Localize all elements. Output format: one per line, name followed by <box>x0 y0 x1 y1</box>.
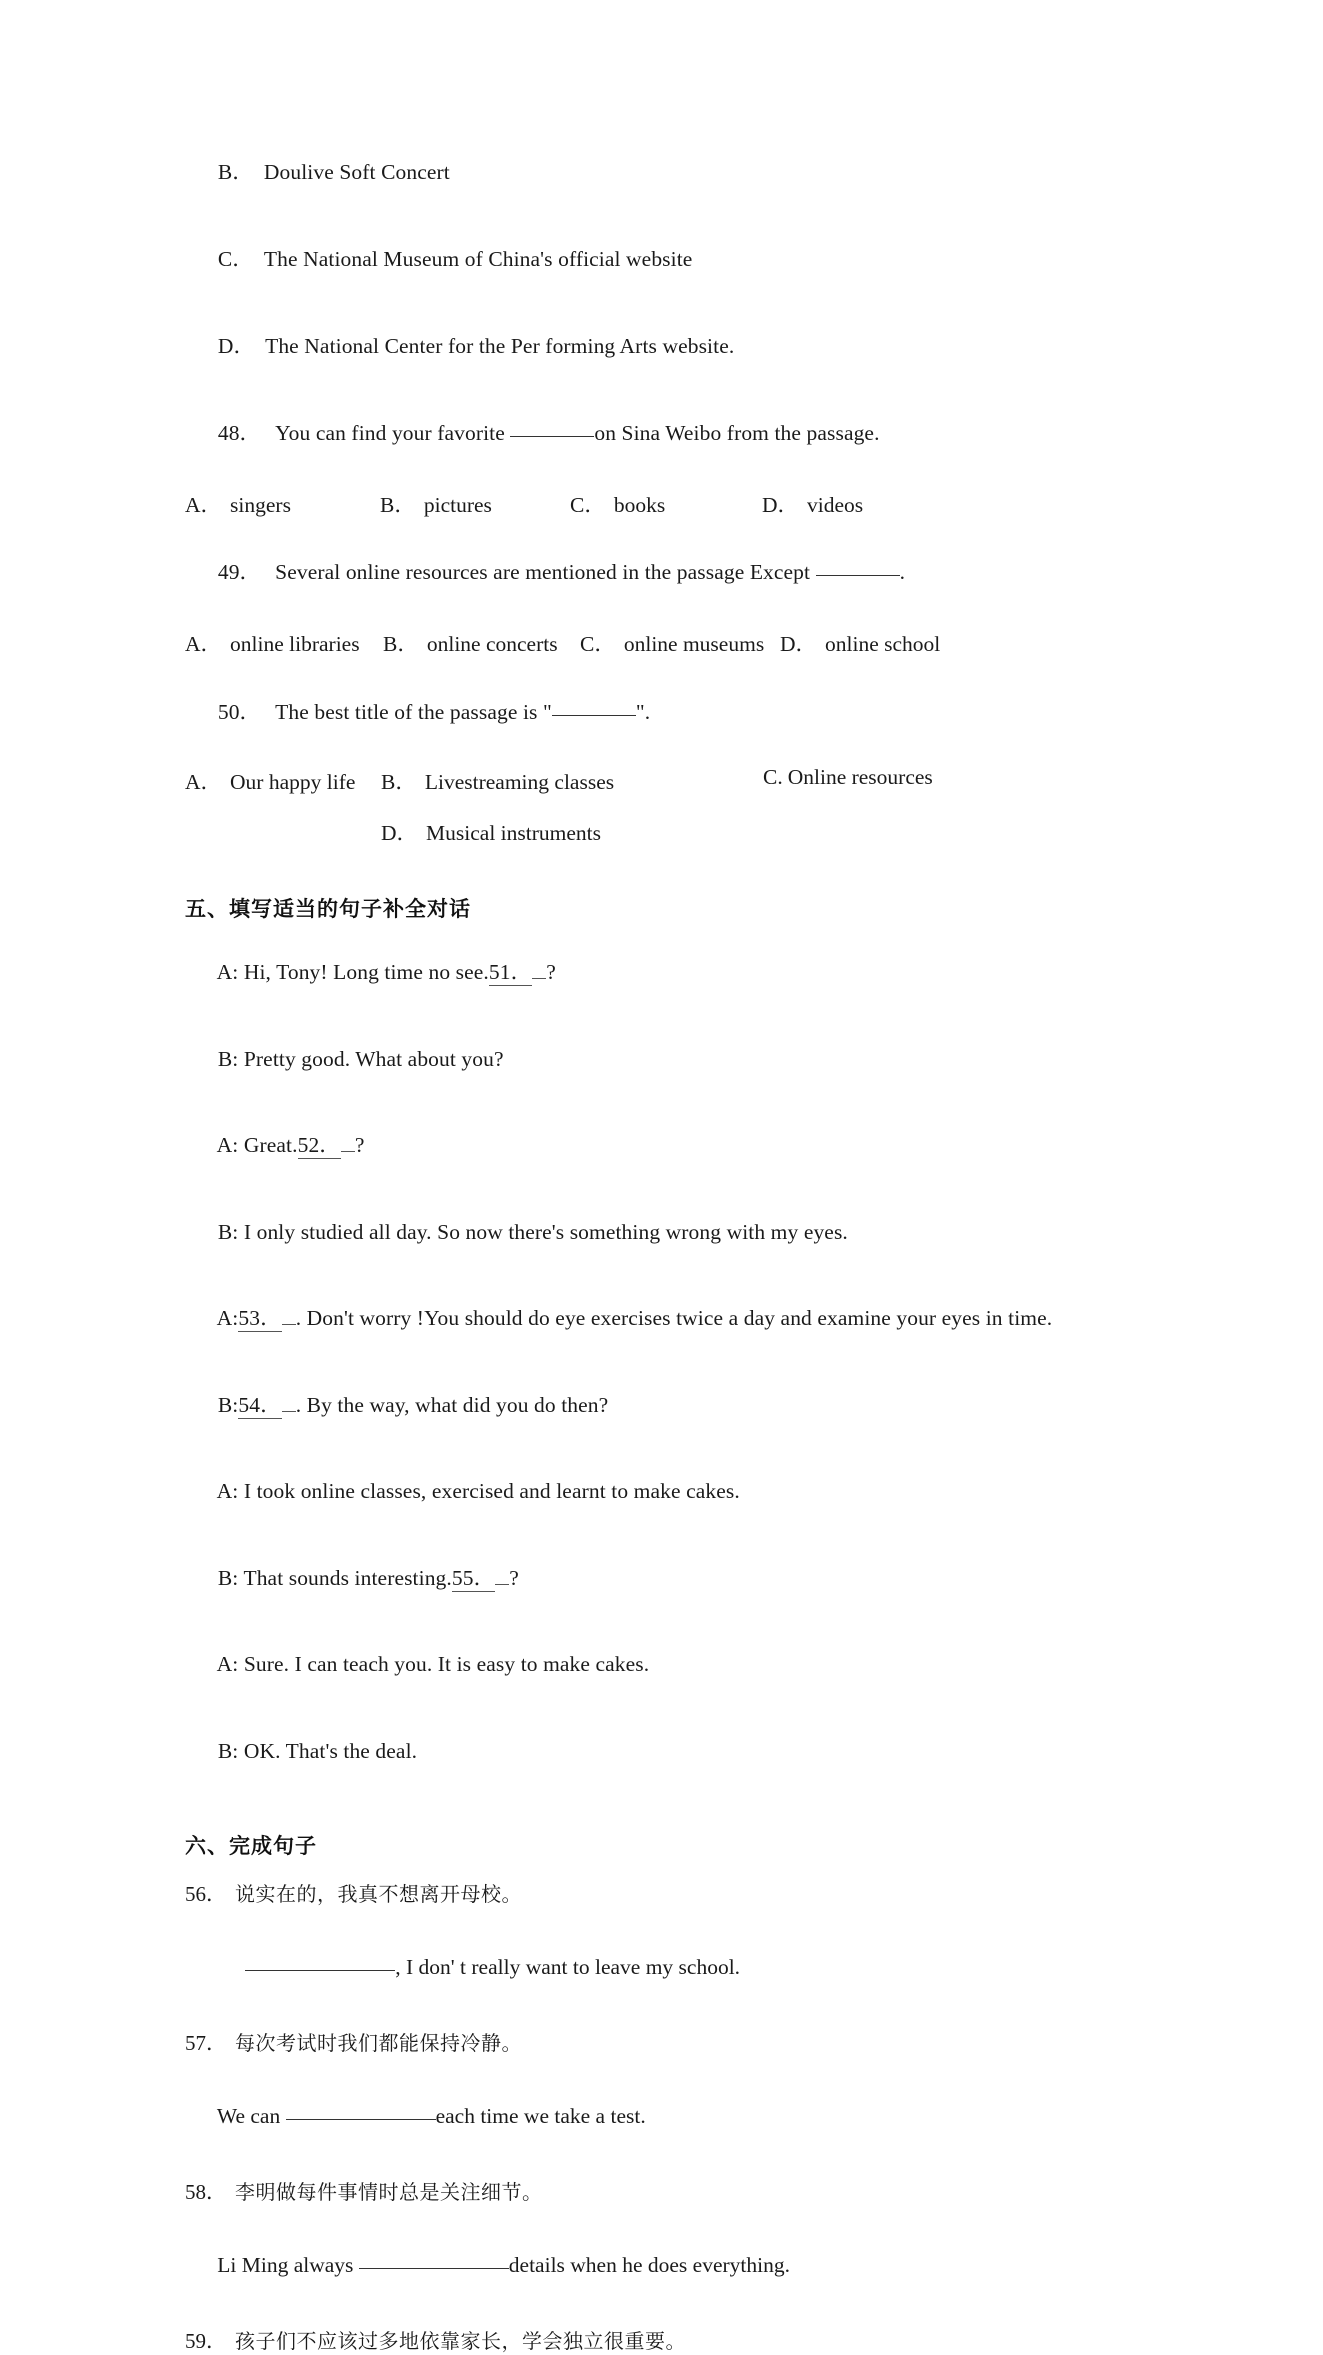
dialogue-text-before: Hi, Tony! Long time no see. <box>243 960 489 984</box>
dialogue-text-before: Pretty good. What about you? <box>243 1046 504 1071</box>
question-50-options-row1 <box>185 765 1145 796</box>
dialogue-text-before: I only studied all day. So now there's something wrong with my eyes. <box>243 1219 848 1244</box>
dialogue-speaker: B: <box>217 1219 244 1244</box>
option-text: online libraries <box>230 632 360 656</box>
option-d <box>381 816 601 847</box>
option-a <box>185 627 383 658</box>
dialogue-line <box>185 1373 1145 1438</box>
dialogue-speaker: A: <box>216 1652 244 1676</box>
question-number: 48． <box>217 420 262 445</box>
option-text: Online resources <box>787 764 933 789</box>
option-text: online museums <box>623 632 765 656</box>
option-row-b <box>185 140 1145 205</box>
completion-item-57-english <box>185 2079 1145 2154</box>
option-text: The National Museum of China's official website <box>263 246 693 271</box>
completion-item-58-english <box>185 2228 1145 2303</box>
option-text: online school <box>825 632 941 656</box>
question-number: 50． <box>217 699 262 724</box>
dialogue-speaker: A: <box>216 1306 239 1330</box>
dialogue-blank-number: 53． <box>238 1306 282 1330</box>
option-a <box>185 488 380 519</box>
option-label: D． <box>217 333 256 358</box>
dialogue-line <box>185 941 1145 1006</box>
dialogue-text-after: ? <box>509 1565 519 1590</box>
option-c <box>570 488 762 519</box>
dialogue-blank-number: 55． <box>451 1565 496 1590</box>
option-label: A． <box>185 632 223 656</box>
option-label: C． <box>217 246 254 271</box>
item-number: 56． <box>185 1881 227 1906</box>
completion-item-59-chinese <box>185 2325 1145 2355</box>
dialogue-speaker: B: <box>217 1392 239 1417</box>
dialogue-text-before: Sure. I can teach you. It is easy to make cakes. <box>243 1652 650 1676</box>
dialogue-line <box>185 1027 1145 1092</box>
answer-blank <box>552 715 636 716</box>
dialogue-text-before: Great. <box>243 1133 298 1157</box>
option-label: D． <box>780 632 818 656</box>
dialogue-text-before: I took online classes, exercised and learnt to make cakes. <box>243 1479 740 1503</box>
option-b <box>383 627 580 658</box>
option-label: A． <box>185 769 223 794</box>
option-spacer <box>185 816 381 847</box>
option-text: Musical instruments <box>426 820 602 845</box>
question-49-stem <box>185 541 1145 606</box>
dialogue-line <box>185 1460 1145 1525</box>
dialogue-text-before: OK. That's the deal. <box>243 1738 418 1763</box>
section-six-heading: 六、完成句子 <box>185 1833 317 1858</box>
dialogue-speaker: A: <box>216 1479 244 1503</box>
item-english-before: We can <box>216 2103 286 2128</box>
option-row-d <box>185 314 1145 379</box>
option-row-c <box>185 227 1145 292</box>
answer-blank <box>816 575 900 576</box>
dialogue-text-after: ? <box>354 1133 365 1157</box>
page-content <box>185 140 1145 2355</box>
option-label: D． <box>381 820 419 845</box>
question-50-options-row2 <box>185 816 1145 847</box>
option-text: Doulive Soft Concert <box>263 159 450 184</box>
option-d <box>762 488 863 519</box>
answer-blank <box>286 2119 436 2120</box>
item-english-before: Li Ming always <box>217 2252 359 2277</box>
answer-blank <box>359 2268 509 2269</box>
dialogue-text-after: ? <box>546 960 556 984</box>
dialogue-text-after: . Don't worry !You should do eye exercises twice a day and examine your eyes in time. <box>295 1306 1053 1330</box>
option-text: The National Center for the Per forming Arts website. <box>265 333 735 358</box>
option-d <box>780 627 940 658</box>
item-chinese-text: 说实在的，我真不想离开母校。 <box>235 1881 522 1906</box>
dialogue-blank-number: 51． <box>488 960 533 984</box>
option-label: C． <box>580 632 616 656</box>
dialogue-blank-number: 54． <box>238 1392 282 1417</box>
option-label: B． <box>381 769 417 794</box>
dialogue-speaker: A: <box>216 1133 244 1157</box>
option-c <box>580 627 780 658</box>
question-stem-after: . <box>899 560 906 584</box>
dialogue-speaker: B: <box>217 1565 244 1590</box>
dialogue-text-after: . By the way, what did you do then? <box>295 1392 609 1417</box>
question-stem-before: You can find your favorite <box>275 420 511 445</box>
item-number: 59． <box>185 2328 227 2353</box>
option-text: pictures <box>423 492 492 517</box>
dialogue-line <box>185 1287 1145 1352</box>
question-50-stem <box>185 680 1145 745</box>
option-b <box>381 765 763 796</box>
dialogue-speaker: B: <box>217 1046 244 1071</box>
dialogue-line <box>185 1633 1145 1698</box>
completion-item-58-chinese <box>185 2176 1145 2206</box>
option-label: D． <box>762 492 800 517</box>
option-text: singers <box>230 492 291 517</box>
option-label: B． <box>383 632 419 656</box>
question-stem-after: on Sina Weibo from the passage. <box>594 420 880 445</box>
dialogue-line <box>185 1200 1145 1265</box>
dialogue-line <box>185 1719 1145 1784</box>
option-text: Livestreaming classes <box>424 769 615 794</box>
completion-item-57-chinese <box>185 2027 1145 2057</box>
option-a <box>185 765 381 796</box>
question-stem-after: ". <box>635 699 651 724</box>
option-text: Our happy life <box>230 769 356 794</box>
item-chinese-text: 李明做每件事情时总是关注细节。 <box>235 2179 543 2204</box>
option-b <box>380 488 570 519</box>
item-chinese-text: 每次考试时我们都能保持冷静。 <box>235 2030 522 2055</box>
dialogue-speaker: B: <box>217 1738 244 1763</box>
section-five-heading: 五、填写适当的句子补全对话 <box>185 896 471 921</box>
dialogue-line <box>185 1114 1145 1179</box>
option-label: C． <box>570 492 606 517</box>
dialogue-speaker: A: <box>216 960 244 984</box>
item-chinese-text: 孩子们不应该过多地依靠家长，学会独立很重要。 <box>235 2328 686 2353</box>
item-number: 58． <box>185 2179 227 2204</box>
dialogue-text-before: That sounds interesting. <box>243 1565 452 1590</box>
option-text: videos <box>807 492 864 517</box>
dialogue-blank-number: 52． <box>297 1133 341 1157</box>
option-label: B． <box>380 492 416 517</box>
dialogue-line <box>185 1546 1145 1611</box>
answer-blank <box>510 436 594 437</box>
option-label: A． <box>185 492 223 517</box>
question-stem-before: Several online resources are mentioned in the passage Except <box>275 560 816 584</box>
option-label: B． <box>217 159 254 184</box>
question-stem-before: The best title of the passage is " <box>275 699 552 724</box>
item-english-after: each time we take a test. <box>435 2103 646 2128</box>
question-49-options <box>185 627 1145 658</box>
question-48-options <box>185 488 1145 519</box>
question-48-stem <box>185 401 1145 466</box>
option-text: books <box>613 492 666 517</box>
item-number: 57． <box>185 2030 227 2055</box>
option-c <box>763 765 933 796</box>
item-english-after: details when he does everything. <box>508 2252 790 2277</box>
option-label: C. <box>763 764 783 789</box>
question-number: 49． <box>217 560 262 584</box>
item-english-after: , I don' t really want to leave my school. <box>395 1954 741 1979</box>
completion-item-56-chinese <box>185 1878 1145 1908</box>
answer-blank <box>245 1970 395 1971</box>
option-text: online concerts <box>426 632 558 656</box>
completion-item-56-english <box>185 1930 1145 2005</box>
